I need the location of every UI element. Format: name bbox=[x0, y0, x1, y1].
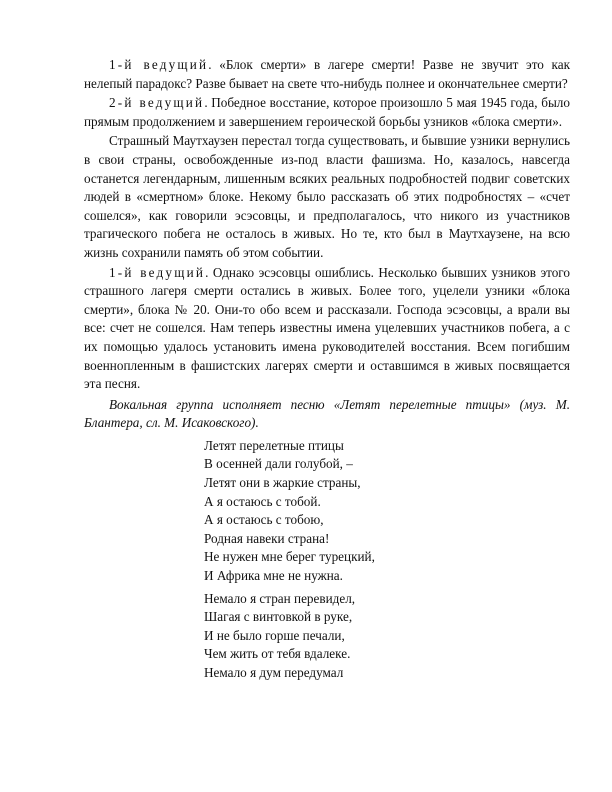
lyric-line: А я остаюсь с тобою, bbox=[204, 512, 324, 528]
document-page bbox=[84, 56, 570, 687]
lyric-line: Родная навеки страна! bbox=[204, 530, 330, 546]
paragraph-2 bbox=[84, 94, 570, 131]
lyric-line: Чем жить от тебя вдалеке. bbox=[204, 646, 351, 662]
stanza-1 bbox=[204, 437, 570, 586]
lyric-line: И не было горше печали, bbox=[204, 627, 345, 643]
speaker-label: 1-й ведущий bbox=[109, 264, 206, 280]
paragraph-text: . «Блок смерти» в лагере смерти! Разве не звучит это как нелепый парадокс? Разве бывает на свете что-нибудь полнее и окончательнее смерти? bbox=[84, 57, 570, 91]
speaker-label: 1-й ведущий bbox=[109, 57, 209, 72]
stage-direction: Вокальная группа исполняет песню «Летят перелетные птицы» (муз. М. Блантера, сл. М. Исаковского). bbox=[84, 396, 570, 431]
song-lyrics bbox=[204, 437, 570, 683]
paragraph-text: Страшный Маутхаузен перестал тогда существовать, и бывшие узники вернулись в свои страны, освобожденные из-под власти фашизма. Но, казалось, навсегда останется легендарным, лишенным всяких реальных подробностей подвиг советских людей в «смертном» блоке. Некому было рассказать об этих подробностях – «счет сошелся», как говорили эсэсовцы, и предполагалось, что никого из участников трагического побега не осталось в живых. Но те, кто был в Маутхаузене, на всю жизнь сохранили память об этом событии. bbox=[84, 133, 570, 260]
paragraph-3 bbox=[84, 132, 570, 262]
lyric-line: Немало я стран перевидел, bbox=[204, 590, 356, 606]
stanza-2 bbox=[204, 590, 570, 683]
lyric-line: В осенней дали голубой, – bbox=[204, 456, 353, 472]
lyric-line: Не нужен мне берег турецкий, bbox=[204, 549, 375, 565]
lyric-line: Шагая с винтовкой в руке, bbox=[204, 609, 353, 625]
lyric-line: Летят они в жаркие страны, bbox=[204, 475, 361, 491]
lyric-line: Летят перелетные птицы bbox=[204, 437, 344, 453]
paragraph-1 bbox=[84, 56, 570, 93]
paragraph-4 bbox=[84, 264, 570, 394]
lyric-line: Немало я дум передумал bbox=[204, 665, 344, 680]
paragraph-text: . Однако эсэсовцы ошиблись. Несколько бывших узников этого страшного лагеря смерти остались в живых. Более того, уцелели узники «блока смерти», блока № 20. Они-то обо всем и рассказали. Господа эсэсовцы, а врали вы все: счет не сошелся. Нам теперь известны имена уцелевших участников побега, а с их помощью удалось установить имена руководителей восстания. Всем погибшим военнопленным в фашистских лагерях смерти и оставшимся в живых посвящается эта песня. bbox=[84, 264, 570, 392]
lyric-line: А я остаюсь с тобой. bbox=[204, 493, 321, 509]
paragraph-text: . Победное восстание, которое произошло 5 мая 1945 года, было прямым продолжением и завершением героической борьбы узников «блока смерти». bbox=[84, 95, 570, 129]
lyric-line: И Африка мне не нужна. bbox=[204, 568, 343, 584]
speaker-label: 2-й ведущий bbox=[109, 95, 205, 111]
